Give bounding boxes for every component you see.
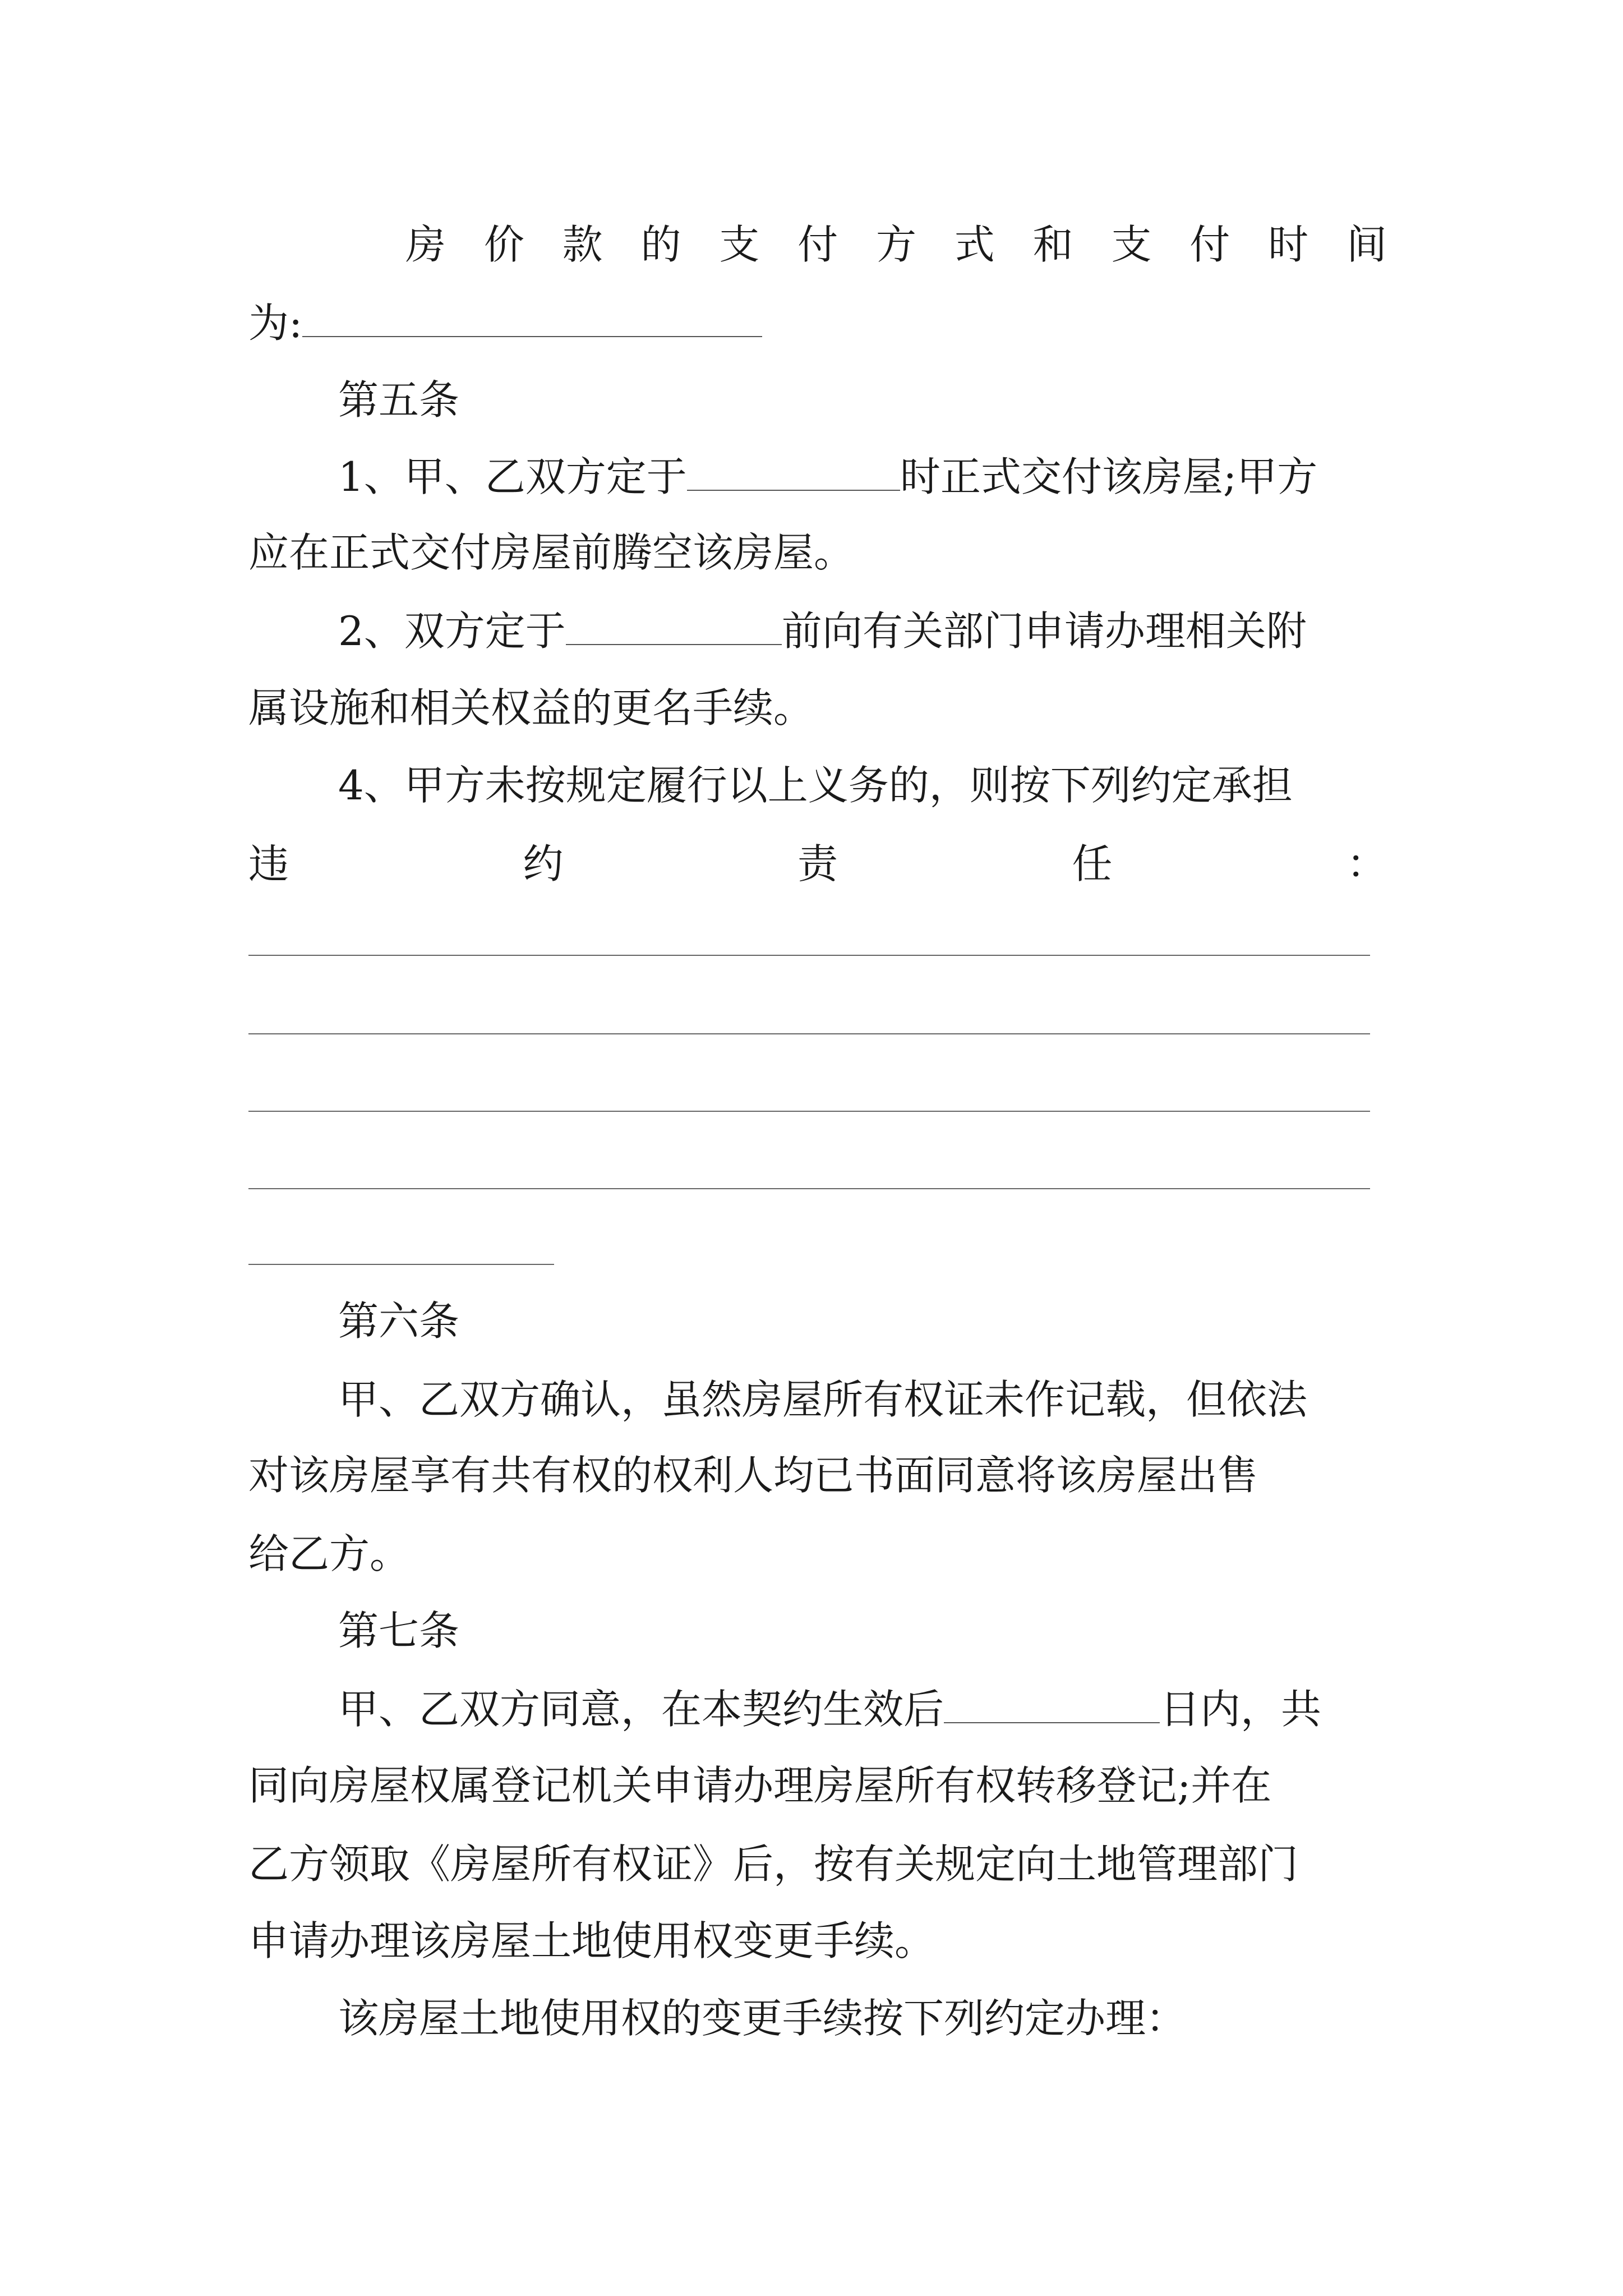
- char: 责: [797, 840, 838, 887]
- art5-p2-line2: 属设施和相关权益的更名手续。: [248, 684, 814, 731]
- art5-p2-line1: [338, 603, 1387, 659]
- text: 甲、乙双方同意，在本契约生效后: [338, 1686, 944, 1733]
- art5-p4-line2: [248, 836, 1387, 892]
- article-7-title: 第七条: [338, 1607, 460, 1654]
- text: 时正式交付该房屋;甲方: [900, 453, 1318, 500]
- art6-line1: 甲、乙双方确认，虽然房屋所有权证未作记载，但依法: [338, 1376, 1308, 1423]
- text: 日内，共: [1160, 1686, 1322, 1733]
- char: 付: [797, 221, 838, 268]
- breach-blank-line[interactable]: [248, 1188, 1370, 1189]
- char: ：: [1346, 840, 1387, 887]
- art7-line4: 申请办理该房屋土地使用权变更手续。: [248, 1917, 935, 1964]
- rename-date-blank[interactable]: [566, 610, 782, 645]
- art5-p1-line2: 应在正式交付房屋前腾空该房屋。: [248, 529, 855, 576]
- text: 2、双方定于: [338, 608, 566, 655]
- payment-blank[interactable]: [302, 302, 762, 337]
- char: 任: [1072, 840, 1113, 887]
- char: 违: [248, 840, 289, 887]
- text: 前向有关部门申请办理相关附: [781, 608, 1307, 655]
- payment-line-1: [405, 217, 1387, 273]
- breach-blank-line[interactable]: [248, 955, 1370, 956]
- char: 房: [405, 221, 446, 268]
- art7-line1: [338, 1681, 1387, 1737]
- char: 和: [1032, 221, 1073, 268]
- char: 的: [640, 221, 681, 268]
- art6-line2: 对该房屋享有共有权的权利人均已书面同意将该房屋出售: [248, 1452, 1258, 1499]
- art7-line5: 该房屋土地使用权的变更手续按下列约定办理：: [338, 1995, 1187, 2042]
- char: 时: [1268, 221, 1309, 268]
- payment-line-2: [248, 295, 1387, 351]
- char: 价: [483, 221, 524, 268]
- registration-days-blank[interactable]: [944, 1688, 1160, 1723]
- char: 付: [1189, 221, 1230, 268]
- payment-label: 为:: [248, 300, 303, 347]
- art5-p4-line1: 4、甲方未按规定履行以上义务的，则按下列约定承担: [338, 762, 1293, 809]
- char: 支: [719, 221, 760, 268]
- art7-line2: 同向房屋权属登记机关申请办理房屋所有权转移登记;并在: [248, 1762, 1272, 1809]
- char: 间: [1346, 221, 1387, 268]
- char: 式: [954, 221, 995, 268]
- char: 方: [875, 221, 916, 268]
- breach-blank-line[interactable]: [248, 1033, 1370, 1034]
- char: 款: [562, 221, 603, 268]
- char: 支: [1111, 221, 1152, 268]
- article-5-title: 第五条: [338, 376, 460, 424]
- delivery-time-blank[interactable]: [687, 456, 900, 491]
- char: 约: [523, 840, 564, 887]
- breach-blank-line[interactable]: [248, 1111, 1370, 1112]
- breach-blank-line[interactable]: [248, 1264, 554, 1265]
- article-6-title: 第六条: [338, 1297, 460, 1345]
- text: 1、甲、乙双方定于: [338, 453, 687, 500]
- art6-line3: 给乙方。: [248, 1530, 411, 1577]
- art7-line3: 乙方领取《房屋所有权证》后，按有关规定向土地管理部门: [248, 1841, 1299, 1888]
- art5-p1-line1: [338, 449, 1387, 505]
